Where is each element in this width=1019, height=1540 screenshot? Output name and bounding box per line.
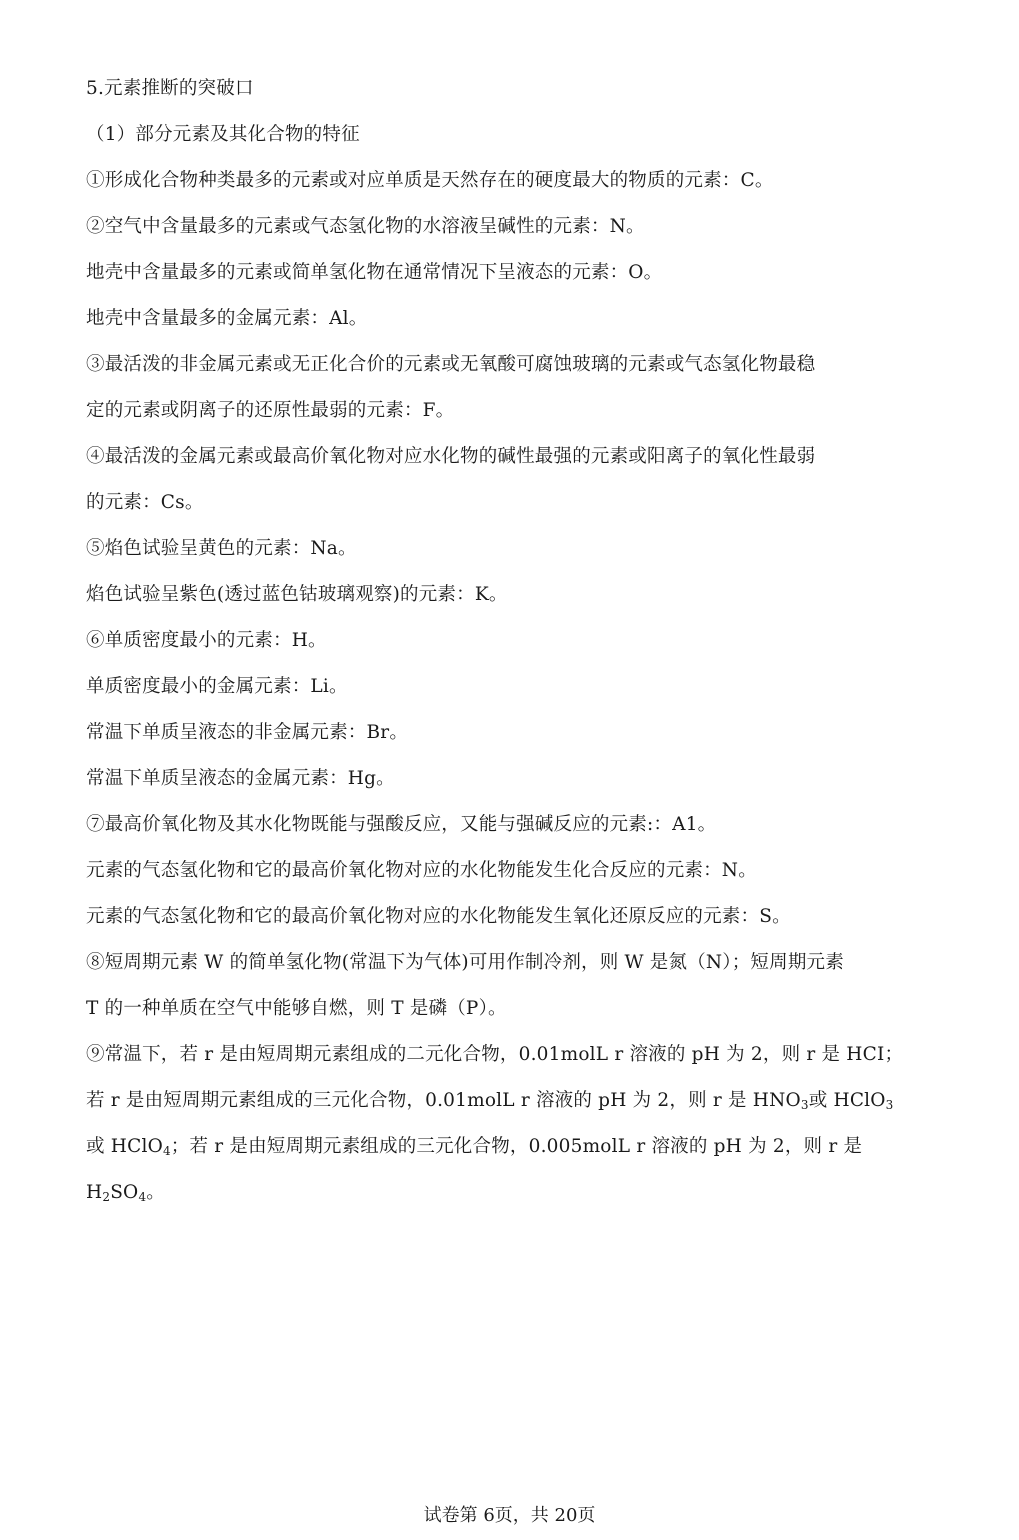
- paragraph-line: 的元素：Cs。: [86, 492, 204, 513]
- text-run: ；若 r 是由短周期元素组成的三元化合物，0.005molL r 溶液的 pH 为 2，则 r 是: [170, 1136, 863, 1157]
- text-run: 或 HClO: [86, 1136, 163, 1157]
- text-run: SO: [110, 1182, 139, 1203]
- paragraph-line: 定的元素或阴离子的还原性最弱的元素：F。: [86, 400, 455, 421]
- paragraph-line: [86, 1124, 908, 1170]
- text-run: H: [86, 1182, 103, 1203]
- paragraph-line: [86, 1078, 908, 1124]
- paragraph-line: ⑦最高价氧化物及其水化物既能与强酸反应，又能与强碱反应的元素:：A1。: [86, 814, 717, 835]
- paragraph-line: 地壳中含量最多的金属元素：Al。: [86, 308, 368, 329]
- paragraph-line: 元素的气态氢化物和它的最高价氧化物对应的水化物能发生氧化还原反应的元素：S。: [86, 906, 791, 927]
- text-run: 若 r 是由短周期元素组成的三元化合物，0.01molL r 溶液的 pH 为 2，则 r 是 HNO: [86, 1090, 801, 1111]
- subscript: 3: [885, 1098, 894, 1112]
- paragraph-line: ⑥单质密度最小的元素：H。: [86, 630, 327, 651]
- paragraph-line: ⑧短周期元素 W 的简单氢化物(常温下为气体)可用作制冷剂，则 W 是氮（N）；短周期元素: [86, 952, 844, 973]
- paragraph-line: 单质密度最小的金属元素：Li。: [86, 676, 348, 697]
- paragraph-line: 焰色试验呈紫色(透过蓝色钴玻璃观察)的元素：K。: [86, 584, 508, 605]
- text-run: 。: [146, 1182, 165, 1203]
- document-body: [86, 66, 908, 1216]
- paragraph-line: 常温下单质呈液态的金属元素：Hg。: [86, 768, 395, 789]
- subsection-title: （1）部分元素及其化合物的特征: [86, 124, 360, 145]
- paragraph-line: [86, 1170, 908, 1216]
- paragraph-line: ①形成化合物种类最多的元素或对应单质是天然存在的硬度最大的物质的元素：C。: [86, 170, 774, 191]
- paragraph-line: 常温下单质呈液态的非金属元素：Br。: [86, 722, 409, 743]
- paragraph-line: ⑨常温下，若 r 是由短周期元素组成的二元化合物，0.01molL r 溶液的 pH 为 2，则 r 是 HCI；: [86, 1044, 904, 1065]
- page-footer: 试卷第 6页，共 20页: [423, 1505, 596, 1526]
- paragraph-line: ③最活泼的非金属元素或无正化合价的元素或无氧酸可腐蚀玻璃的元素或气态氢化物最稳: [86, 354, 816, 375]
- text-run: 或 HClO: [808, 1090, 886, 1111]
- paragraph-line: ④最活泼的金属元素或最高价氧化物对应水化物的碱性最强的元素或阳离子的氧化性最弱: [86, 446, 816, 467]
- paragraph-line: 地壳中含量最多的元素或简单氢化物在通常情况下呈液态的元素：O。: [86, 262, 663, 283]
- paragraph-line: ⑤焰色试验呈黄色的元素：Na。: [86, 538, 357, 559]
- paragraph-line: 元素的气态氢化物和它的最高价氧化物对应的水化物能发生化合反应的元素：N。: [86, 860, 757, 881]
- paragraph-line: ②空气中含量最多的元素或气态氢化物的水溶液呈碱性的元素：N。: [86, 216, 645, 237]
- paragraph-line: T 的一种单质在空气中能够自燃，则 T 是磷（P）。: [86, 998, 507, 1019]
- subscript: 4: [162, 1144, 171, 1158]
- section-title: 5.元素推断的突破口: [86, 78, 254, 99]
- subscript: 3: [800, 1098, 809, 1112]
- subscript: 4: [138, 1190, 147, 1204]
- subscript: 2: [102, 1190, 111, 1204]
